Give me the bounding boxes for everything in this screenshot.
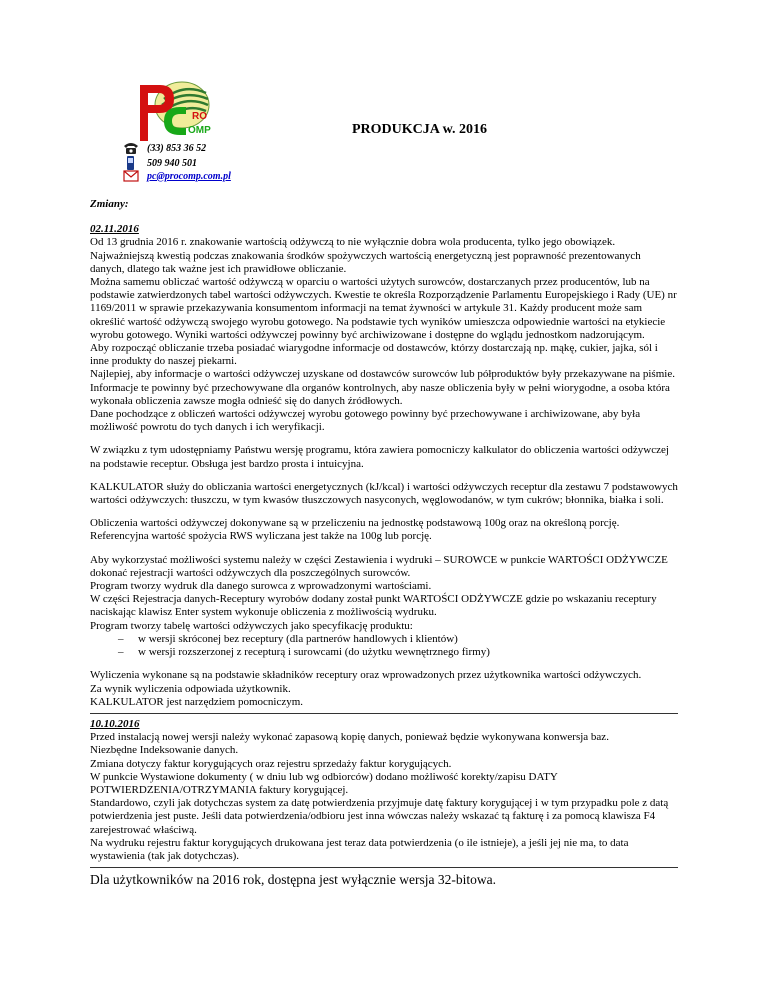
telephone-icon: [123, 141, 139, 155]
entry-date-1: 02.11.2016: [90, 223, 139, 236]
mobile-phone-icon: [123, 156, 139, 170]
paragraph: Zmiana dotyczy faktur korygujących oraz rejestru sprzedaży faktur korygujących.: [90, 757, 452, 770]
document-body: [90, 198, 678, 888]
paragraph: Dane pochodzące z obliczeń wartości odżywczej wyrobu gotowego powinny być przechowywane i archiwizowane, aby była możliwość powrotu do tych danych i ich weryfikacji.: [90, 408, 641, 434]
divider: [90, 713, 678, 714]
entry-date-2: 10.10.2016: [90, 717, 140, 730]
envelope-icon: [123, 169, 139, 183]
paragraph: Najważniejszą kwestią podczas znakowania środków spożywczych wartością energetyczną jest poprawność prezentowanych danych, dlatego tak ważne jest ich prawidłowe obliczanie.: [90, 249, 641, 275]
email-link[interactable]: pc@procomp.com.pl: [147, 170, 231, 182]
spec-list: [90, 633, 678, 659]
phone-number: (33) 853 36 52: [147, 142, 207, 154]
svg-text:OMP: OMP: [188, 125, 211, 136]
procomp-logo: [134, 77, 238, 143]
paragraph: W związku z tym udostępniamy Państwu wersję programu, która zawiera pomocniczy kalkulator do obliczenia wartości odżywczej na podstawie receptur. Obsługa jest bardzo prosta i intuicyjna.: [90, 444, 669, 470]
contact-mobile: [123, 156, 197, 170]
changes-label: Zmiany:: [90, 198, 129, 210]
paragraph: KALKULATOR jest narzędziem pomocniczym.: [90, 695, 304, 708]
paragraph: Aby rozpocząć obliczanie trzeba posiadać wiarygodne informacje od dostawców, którzy dostarczają np. mąkę, cukier, jajka, sól i inne produkty do naszej piekarni.: [90, 342, 658, 368]
paragraph: W części Rejestracja danych-Receptury wyrobów dodany został punkt WARTOŚCI ODŻYWCZE gdzie po wskazaniu receptury naciskając klawisz Enter system wykonuje obliczenia z możliwością wydruku.: [90, 593, 657, 619]
paragraph: Program tworzy wydruk dla danego surowca z wprowadzonymi wartościami.: [90, 580, 432, 593]
list-item: – w wersji rozszerzonej z recepturą i surowcami (do użytku wewnętrznego firmy): [118, 646, 678, 659]
paragraph: Za wynik wyliczenia odpowiada użytkownik.: [90, 682, 291, 695]
paragraph: Od 13 grudnia 2016 r. znakowanie wartością odżywczą to nie wyłącznie dobra wola producenta, tylko jego obowiązek.: [90, 236, 616, 249]
mobile-number: 509 940 501: [147, 157, 197, 169]
paragraph: Aby wykorzystać możliwości systemu należy w części Zestawienia i wydruki – SUROWCE w punkcie WARTOŚCI ODŻYWCZE dokonać rejestracji wartości odżywczych dla poszczególnych surowców.: [90, 553, 668, 579]
paragraph: Najlepiej, aby informacje o wartości odżywczej uzyskane od dostawców surowców lub półproduktów były przekazywane na piśmie. Informacje te powinny być przechowywane dla organów kontrolnych, aby nasze obliczenia były w pełni wiorygodne, a osoba która wykonała obliczenia zawsze mogła odnieść się do danych źródłowych.: [90, 368, 675, 407]
paragraph: Niezbędne Indeksowanie danych.: [90, 744, 239, 757]
svg-text:RO: RO: [192, 111, 207, 122]
paragraph: Standardowo, czyli jak dotychczas system za datę potwierdzenia przyjmuje datę faktury korygującej i w tym przypadku pole z datą potwierdzenia jest puste. Jeśli data potwierdzenia/odbioru jest inna wówczas należy wskazać tą fakturę i za pomocą klawisza F4 zarejestrować właściwą.: [90, 797, 669, 836]
paragraph: Można samemu obliczać wartość odżywczą w oparciu o wartości użytych surowców, dostarczanych przez producentów, lub na podstawie zatwierdzonych tabel wartości odżywczych. Kwestie te określa Rozporządzenie Parlamentu Europejskiego i Rady (UE) nr 1169/2011 w sprawie przekazywania konsumentom informacji na temat żywności w artykule 31. Każdy producent może sam określić wartość odżywczą swojego wyrobu gotowego. Na podstawie tych wyników umieszcza odpowiednie wartości na etykiecie wyrobu gotowego. Wyniki wartości odżywczej powinny być archiwizowane i dostępne do wglądu jednostkom nadzorującym.: [90, 276, 677, 341]
paragraph: Obliczenia wartości odżywczej dokonywane są w przeliczeniu na jednostkę podstawową 100g oraz na określoną porcję. Referencyjna wartość spożycia RWS wyliczana jest także na 100g lub porcję.: [90, 517, 620, 543]
paragraph: Przed instalacją nowej wersji należy wykonać zapasową kopię danych, ponieważ będzie wykonywana konwersja baz.: [90, 731, 609, 744]
divider: [90, 867, 678, 868]
paragraph: Wyliczenia wykonane są na podstawie składników receptury oraz wprowadzonych przez użytkownika wartości odżywczych.: [90, 669, 642, 682]
paragraph: KALKULATOR służy do obliczania wartości energetycznych (kJ/kcal) i wartości odżywczych receptur dla zestawu 7 podstawowych wartości odżywczych: tłuszczu, w tym kwasów tłuszczowych nasyconych, węglowodanów, w tym cukrów; błonnika, białka i soli.: [90, 480, 678, 507]
page-title: PRODUKCJA w. 2016: [352, 122, 487, 137]
contact-phone: [123, 141, 206, 155]
footer-note: Dla użytkowników na 2016 rok, dostępna jest wyłącznie wersja 32-bitowa.: [90, 872, 497, 888]
list-item: – w wersji skróconej bez receptury (dla partnerów handlowych i klientów): [118, 633, 678, 646]
paragraph: Program tworzy tabelę wartości odżywczych jako specyfikację produktu:: [90, 619, 413, 632]
contact-email: [123, 169, 231, 183]
paragraph: W punkcie Wystawione dokumenty ( w dniu lub wg odbiorców) dodano możliwość korekty/zapisu DATY POTWIERDZENIA/OTRZYMANIA faktury korygującej.: [90, 770, 558, 796]
paragraph: Na wydruku rejestru faktur korygujących drukowana jest teraz data potwierdzenia (o ile istnieje), a jeśli jej nie ma, to data wystawienia (tak jak dotychczas).: [90, 836, 629, 862]
